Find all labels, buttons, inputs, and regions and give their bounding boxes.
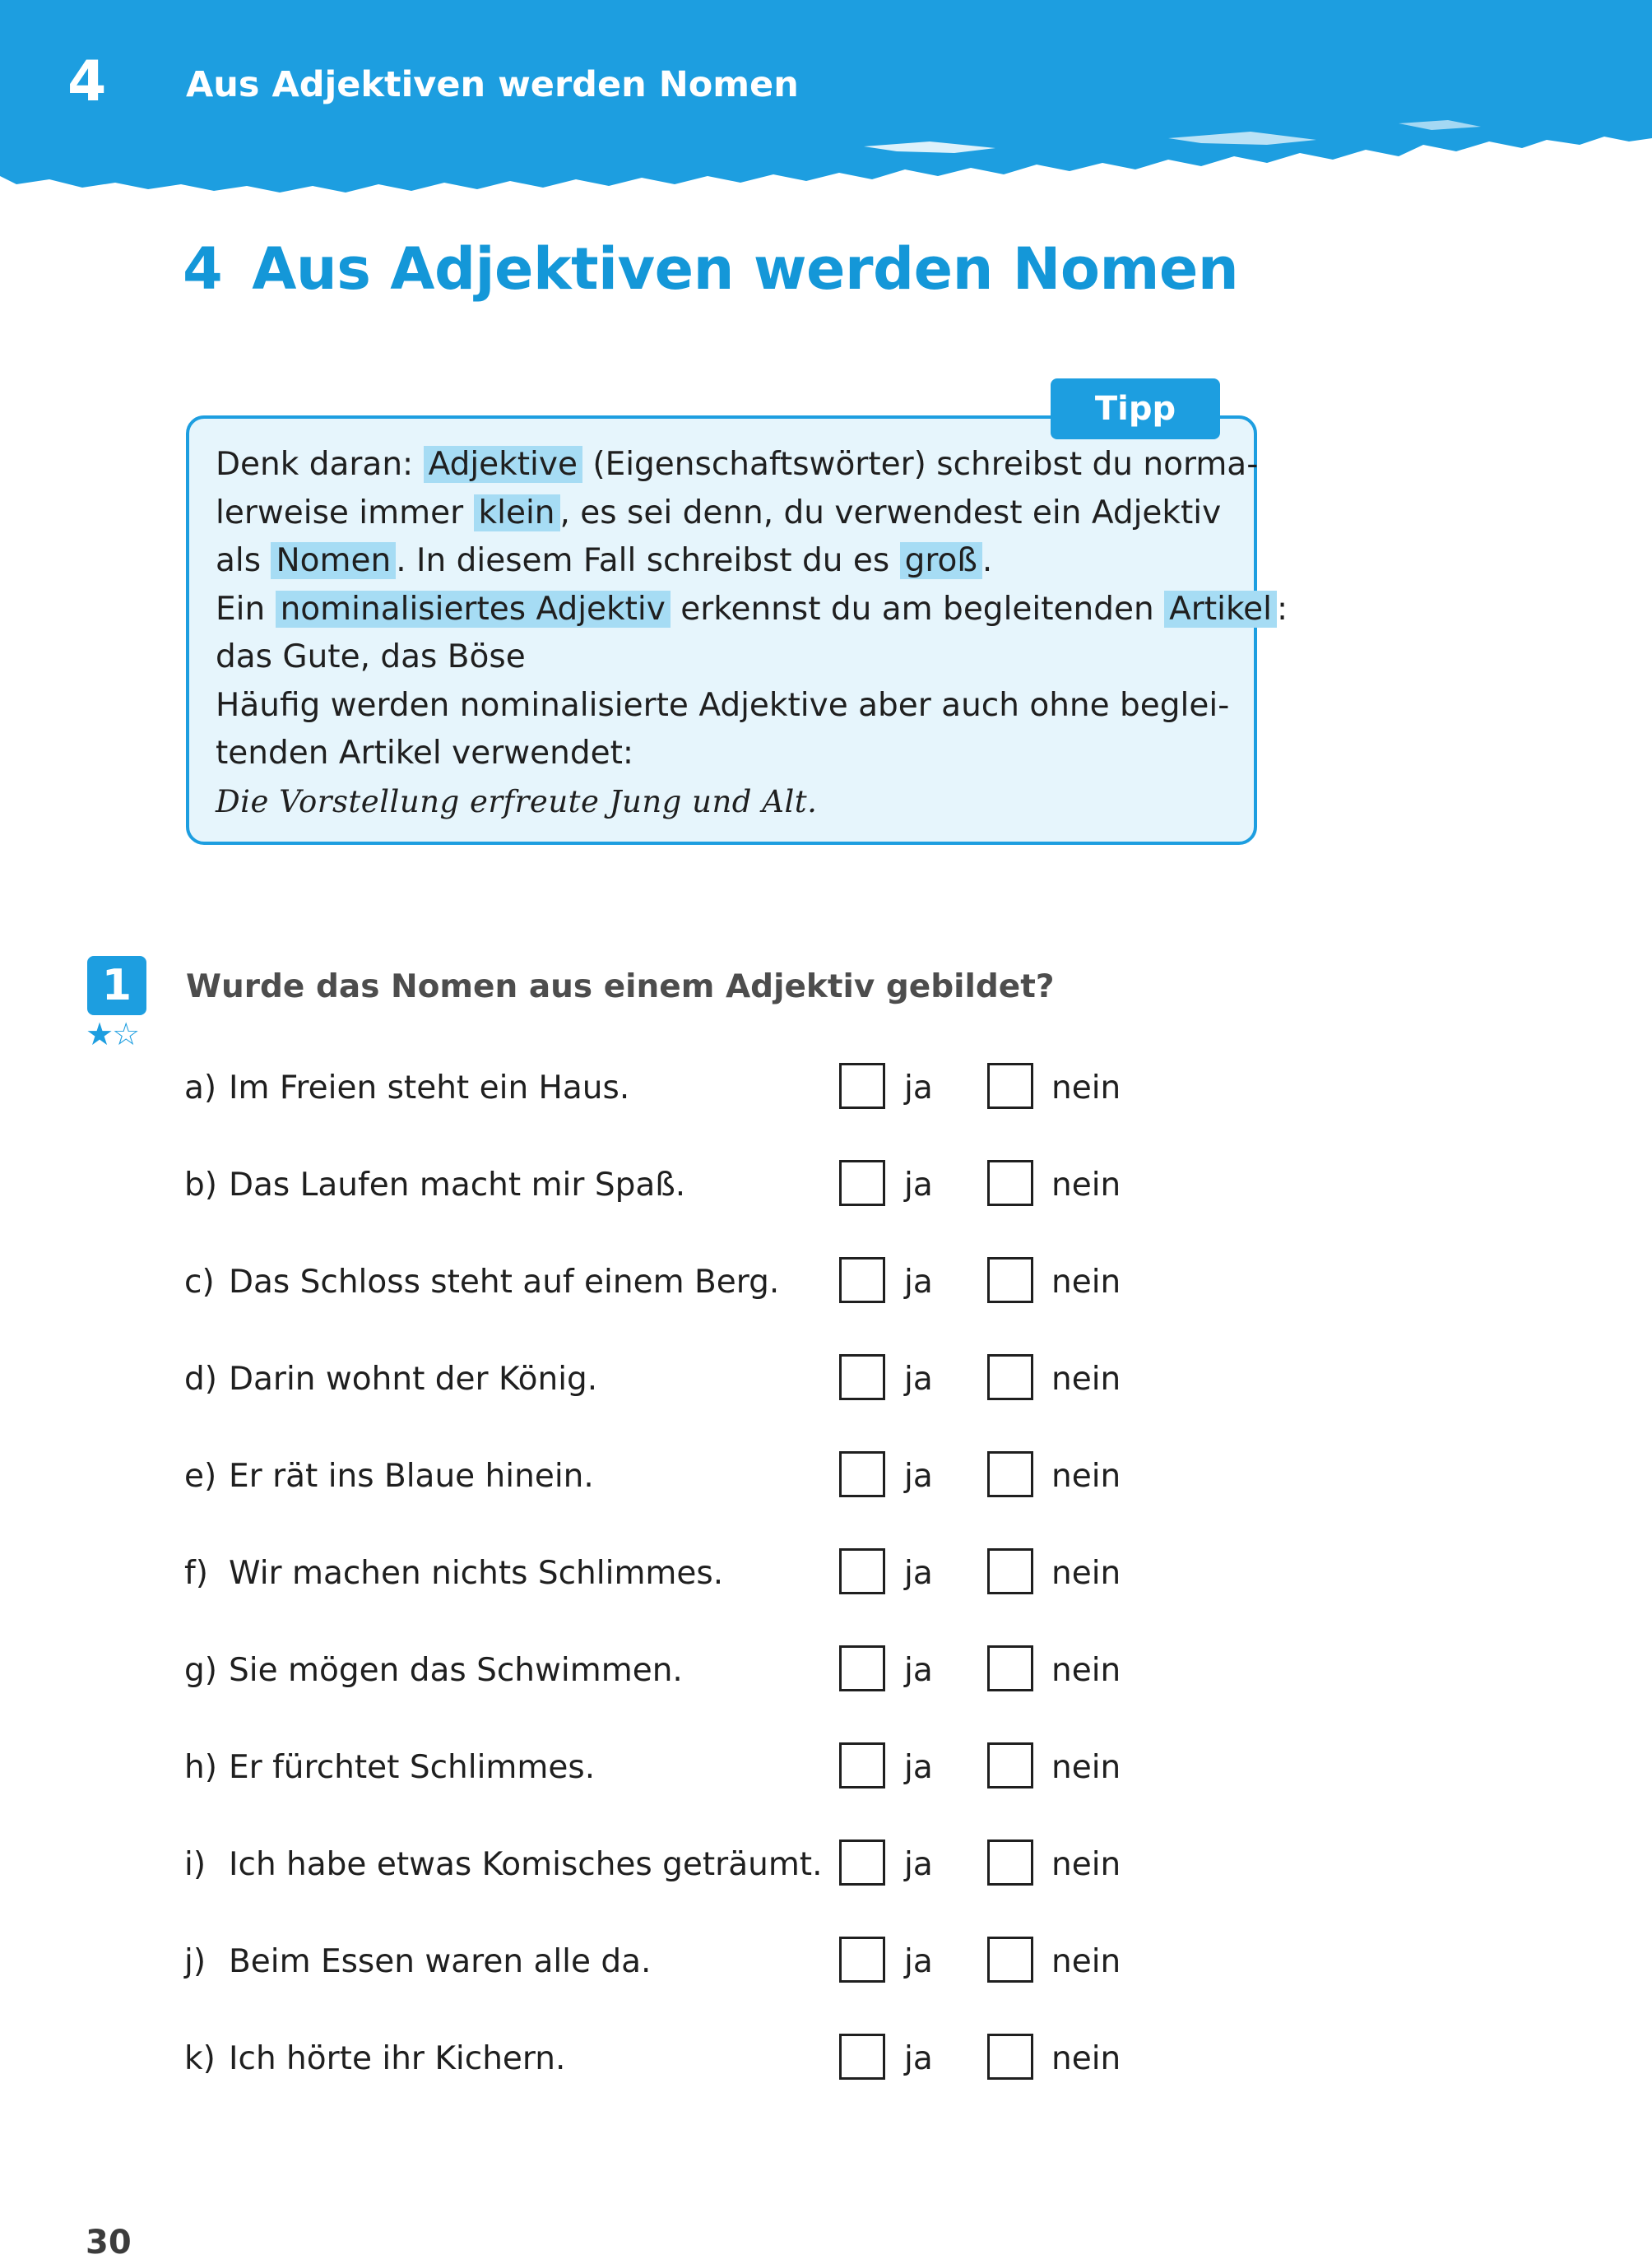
highlighted-term: klein: [474, 494, 560, 531]
ja-label: ja: [904, 1069, 933, 1106]
exercise-item: [0, 1840, 1652, 1891]
item-letter: e): [184, 1458, 217, 1495]
tipp-text-segment: . In diesem Fall schreibst du es: [396, 542, 900, 579]
item-letter: h): [184, 1749, 217, 1786]
item-sentence: Ich habe etwas Komisches geträumt.: [229, 1846, 823, 1883]
difficulty-stars-icon: ★☆: [86, 1016, 139, 1052]
highlighted-term: Nomen: [271, 542, 396, 579]
nein-checkbox[interactable]: [987, 1742, 1033, 1788]
exercise-item: [0, 1160, 1652, 1211]
nein-checkbox[interactable]: [987, 1937, 1033, 1983]
tipp-text-segment: .: [981, 542, 993, 579]
ja-checkbox[interactable]: [839, 1548, 885, 1594]
ja-checkbox[interactable]: [839, 1937, 885, 1983]
tipp-text-segment: lerweise immer: [216, 494, 474, 531]
ja-checkbox[interactable]: [839, 1354, 885, 1400]
nein-checkbox[interactable]: [987, 1063, 1033, 1109]
nein-checkbox[interactable]: [987, 1645, 1033, 1691]
ja-label: ja: [904, 1264, 933, 1301]
exercise-number-badge: 1: [87, 956, 146, 1015]
highlighted-term: Adjektive: [424, 446, 582, 483]
nein-label: nein: [1051, 1943, 1121, 1980]
ja-checkbox[interactable]: [839, 1742, 885, 1788]
nein-checkbox[interactable]: [987, 1257, 1033, 1303]
highlighted-term: Artikel: [1164, 591, 1277, 628]
tipp-text: [216, 441, 1288, 826]
tipp-line: [216, 730, 1244, 778]
ja-checkbox[interactable]: [839, 1451, 885, 1497]
tipp-text-segment: als: [216, 542, 271, 579]
page-title-number: 4: [183, 235, 223, 303]
item-letter: a): [184, 1069, 217, 1106]
nein-checkbox[interactable]: [987, 1840, 1033, 1886]
tipp-text-segment: , es sei denn, du verwendest ein Adjektiv: [559, 494, 1222, 531]
nein-checkbox[interactable]: [987, 1548, 1033, 1594]
nein-label: nein: [1051, 2040, 1121, 2077]
ja-label: ja: [904, 1846, 933, 1883]
item-letter: b): [184, 1167, 217, 1204]
tipp-text-segment: das Gute, das Böse: [216, 638, 526, 675]
tipp-label: Tipp: [1051, 378, 1220, 439]
item-letter: c): [184, 1264, 215, 1301]
tipp-text-segment: Ein: [216, 590, 276, 628]
item-letter: k): [184, 2040, 216, 2077]
exercise-item: [0, 2034, 1652, 2085]
ja-checkbox[interactable]: [839, 2034, 885, 2080]
ja-label: ja: [904, 2040, 933, 2077]
item-sentence: Sie mögen das Schwimmen.: [229, 1652, 683, 1689]
exercise-item: [0, 1451, 1652, 1502]
tipp-text-segment: erkennst du am begleitenden: [670, 590, 1165, 628]
exercise-item: [0, 1645, 1652, 1696]
item-sentence: Das Laufen macht mir Spaß.: [229, 1167, 686, 1204]
ja-checkbox[interactable]: [839, 1063, 885, 1109]
tipp-line: [216, 586, 1288, 634]
ja-checkbox[interactable]: [839, 1257, 885, 1303]
item-sentence: Im Freien steht ein Haus.: [229, 1069, 630, 1106]
nein-label: nein: [1051, 1264, 1121, 1301]
exercise-item: [0, 1063, 1652, 1114]
item-letter: g): [184, 1652, 217, 1689]
nein-label: nein: [1051, 1555, 1121, 1592]
page-title: [183, 235, 1239, 303]
exercise-item: [0, 1257, 1652, 1308]
chapter-title: Aus Adjektiven werden Nomen: [186, 64, 799, 105]
item-sentence: Beim Essen waren alle da.: [229, 1943, 652, 1980]
tipp-example: Die Vorstellung erfreute Jung und Alt.: [216, 783, 818, 819]
nein-checkbox[interactable]: [987, 1354, 1033, 1400]
ja-checkbox[interactable]: [839, 1645, 885, 1691]
ja-label: ja: [904, 1749, 933, 1786]
nein-label: nein: [1051, 1846, 1121, 1883]
tipp-line: [216, 489, 1244, 538]
header-banner: [0, 0, 1652, 197]
item-sentence: Das Schloss steht auf einem Berg.: [229, 1264, 780, 1301]
ja-label: ja: [904, 1652, 933, 1689]
tipp-line: [216, 633, 1244, 682]
exercise-item: [0, 1548, 1652, 1599]
item-letter: j): [184, 1943, 206, 1980]
ja-label: ja: [904, 1167, 933, 1204]
exercise-item: [0, 1937, 1652, 1988]
ja-checkbox[interactable]: [839, 1840, 885, 1886]
item-sentence: Wir machen nichts Schlimmes.: [229, 1555, 724, 1592]
tipp-line: [216, 537, 1244, 586]
exercise-item: [0, 1354, 1652, 1405]
item-letter: f): [184, 1555, 208, 1592]
ja-label: ja: [904, 1555, 933, 1592]
item-sentence: Er fürchtet Schlimmes.: [229, 1749, 596, 1786]
nein-label: nein: [1051, 1458, 1121, 1495]
page-number: 30: [86, 2224, 132, 2262]
exercise-question: Wurde das Nomen aus einem Adjektiv gebildet?: [186, 968, 1055, 1005]
nein-label: nein: [1051, 1069, 1121, 1106]
nein-label: nein: [1051, 1361, 1121, 1398]
tipp-text-segment: Denk daran:: [216, 446, 424, 483]
item-letter: i): [184, 1846, 206, 1883]
nein-label: nein: [1051, 1652, 1121, 1689]
tipp-line: [216, 441, 1259, 489]
item-sentence: Er rät ins Blaue hinein.: [229, 1458, 594, 1495]
ja-label: ja: [904, 1458, 933, 1495]
tipp-text-segment: :: [1276, 590, 1288, 628]
exercise-item: [0, 1742, 1652, 1793]
tipp-text-segment: (Eigenschaftswörter) schreibst du norma-: [582, 446, 1259, 483]
item-letter: d): [184, 1361, 217, 1398]
chapter-number: 4: [67, 49, 107, 114]
nein-label: nein: [1051, 1749, 1121, 1786]
ja-label: ja: [904, 1943, 933, 1980]
item-sentence: Darin wohnt der König.: [229, 1361, 598, 1398]
nein-checkbox[interactable]: [987, 1160, 1033, 1206]
page-title-text: Aus Adjektiven werden Nomen: [252, 235, 1239, 303]
nein-label: nein: [1051, 1167, 1121, 1204]
item-sentence: Ich hörte ihr Kichern.: [229, 2040, 566, 2077]
tipp-text-segment: tenden Artikel verwendet:: [216, 735, 634, 772]
nein-checkbox[interactable]: [987, 2034, 1033, 2080]
nein-checkbox[interactable]: [987, 1451, 1033, 1497]
ja-label: ja: [904, 1361, 933, 1398]
highlighted-term: nominalisiertes Adjektiv: [276, 591, 671, 628]
highlighted-term: groß: [900, 542, 982, 579]
ja-checkbox[interactable]: [839, 1160, 885, 1206]
tipp-line: [216, 682, 1244, 731]
tipp-text-segment: Häufig werden nominalisierte Adjektive aber auch ohne beglei-: [216, 686, 1230, 724]
